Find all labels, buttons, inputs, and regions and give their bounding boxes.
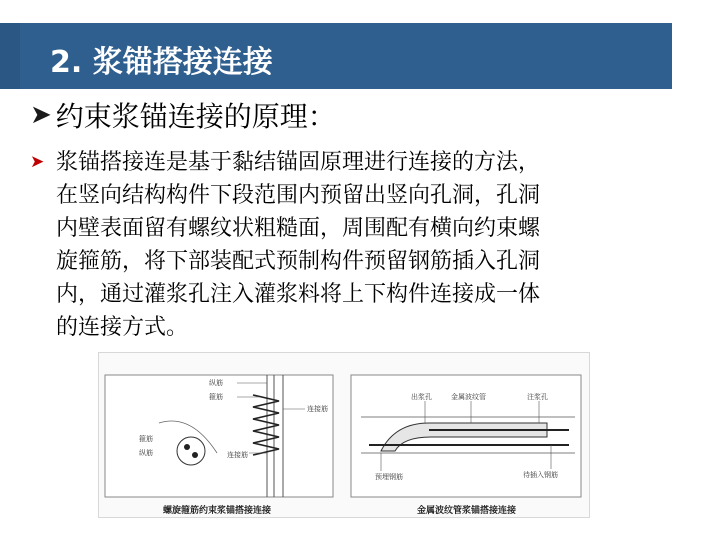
diagram-svg bbox=[99, 353, 589, 517]
rebar-dot bbox=[192, 452, 198, 458]
body-line: 的连接方式。 bbox=[56, 315, 189, 340]
label-longitudinal: 纵筋 bbox=[209, 379, 223, 387]
label-connect: 连接筋 bbox=[307, 405, 328, 413]
title-bar bbox=[0, 23, 672, 89]
section-heading-row bbox=[30, 96, 336, 134]
label-side-stirrup: 箍筋 bbox=[139, 435, 153, 443]
label-grout-outlet: 出浆孔 bbox=[411, 393, 432, 401]
label-grout-inlet: 注浆孔 bbox=[527, 393, 548, 401]
slide-title: 2. 浆锚搭接连接 bbox=[50, 45, 273, 80]
label-metal-duct: 金属波纹管 bbox=[451, 393, 486, 401]
label-embedded-rebar: 预埋钢筋 bbox=[375, 473, 403, 481]
body-line: 内，通过灌浆孔注入灌浆料将上下构件连接成一体 bbox=[56, 282, 541, 307]
label-bottom-connect: 连接筋 bbox=[227, 451, 248, 459]
body-line: 在竖向结构构件下段范围内预留出竖向孔洞，孔洞 bbox=[56, 183, 541, 208]
body-line: 内壁表面留有螺纹状粗糙面，周围配有横向约束螺 bbox=[56, 216, 541, 241]
title-bar-accent bbox=[0, 23, 20, 89]
body-line: 旋箍筋，将下部装配式预制构件预留钢筋插入孔洞 bbox=[56, 249, 541, 274]
label-stirrup: 箍筋 bbox=[209, 393, 223, 401]
right-figure-caption: 金属波纹管浆锚搭接连接 bbox=[417, 506, 517, 516]
arrow-right-icon: ➤ bbox=[30, 100, 52, 130]
arrow-right-icon: ➤ bbox=[30, 152, 45, 172]
section-heading: 约束浆锚连接的原理： bbox=[55, 100, 336, 133]
label-insert-rebar: 待插入钢筋 bbox=[523, 471, 558, 479]
connection-diagram bbox=[98, 352, 590, 518]
body-line: 浆锚搭接连是基于黏结锚固原理进行连接的方法， bbox=[56, 150, 541, 175]
left-figure-caption: 螺旋箍筋约束浆锚搭接连接 bbox=[163, 506, 272, 516]
rebar-dot bbox=[184, 444, 190, 450]
body-paragraph bbox=[56, 146, 668, 344]
body-bullet bbox=[30, 146, 670, 344]
label-side-longitudinal: 纵筋 bbox=[139, 449, 153, 457]
